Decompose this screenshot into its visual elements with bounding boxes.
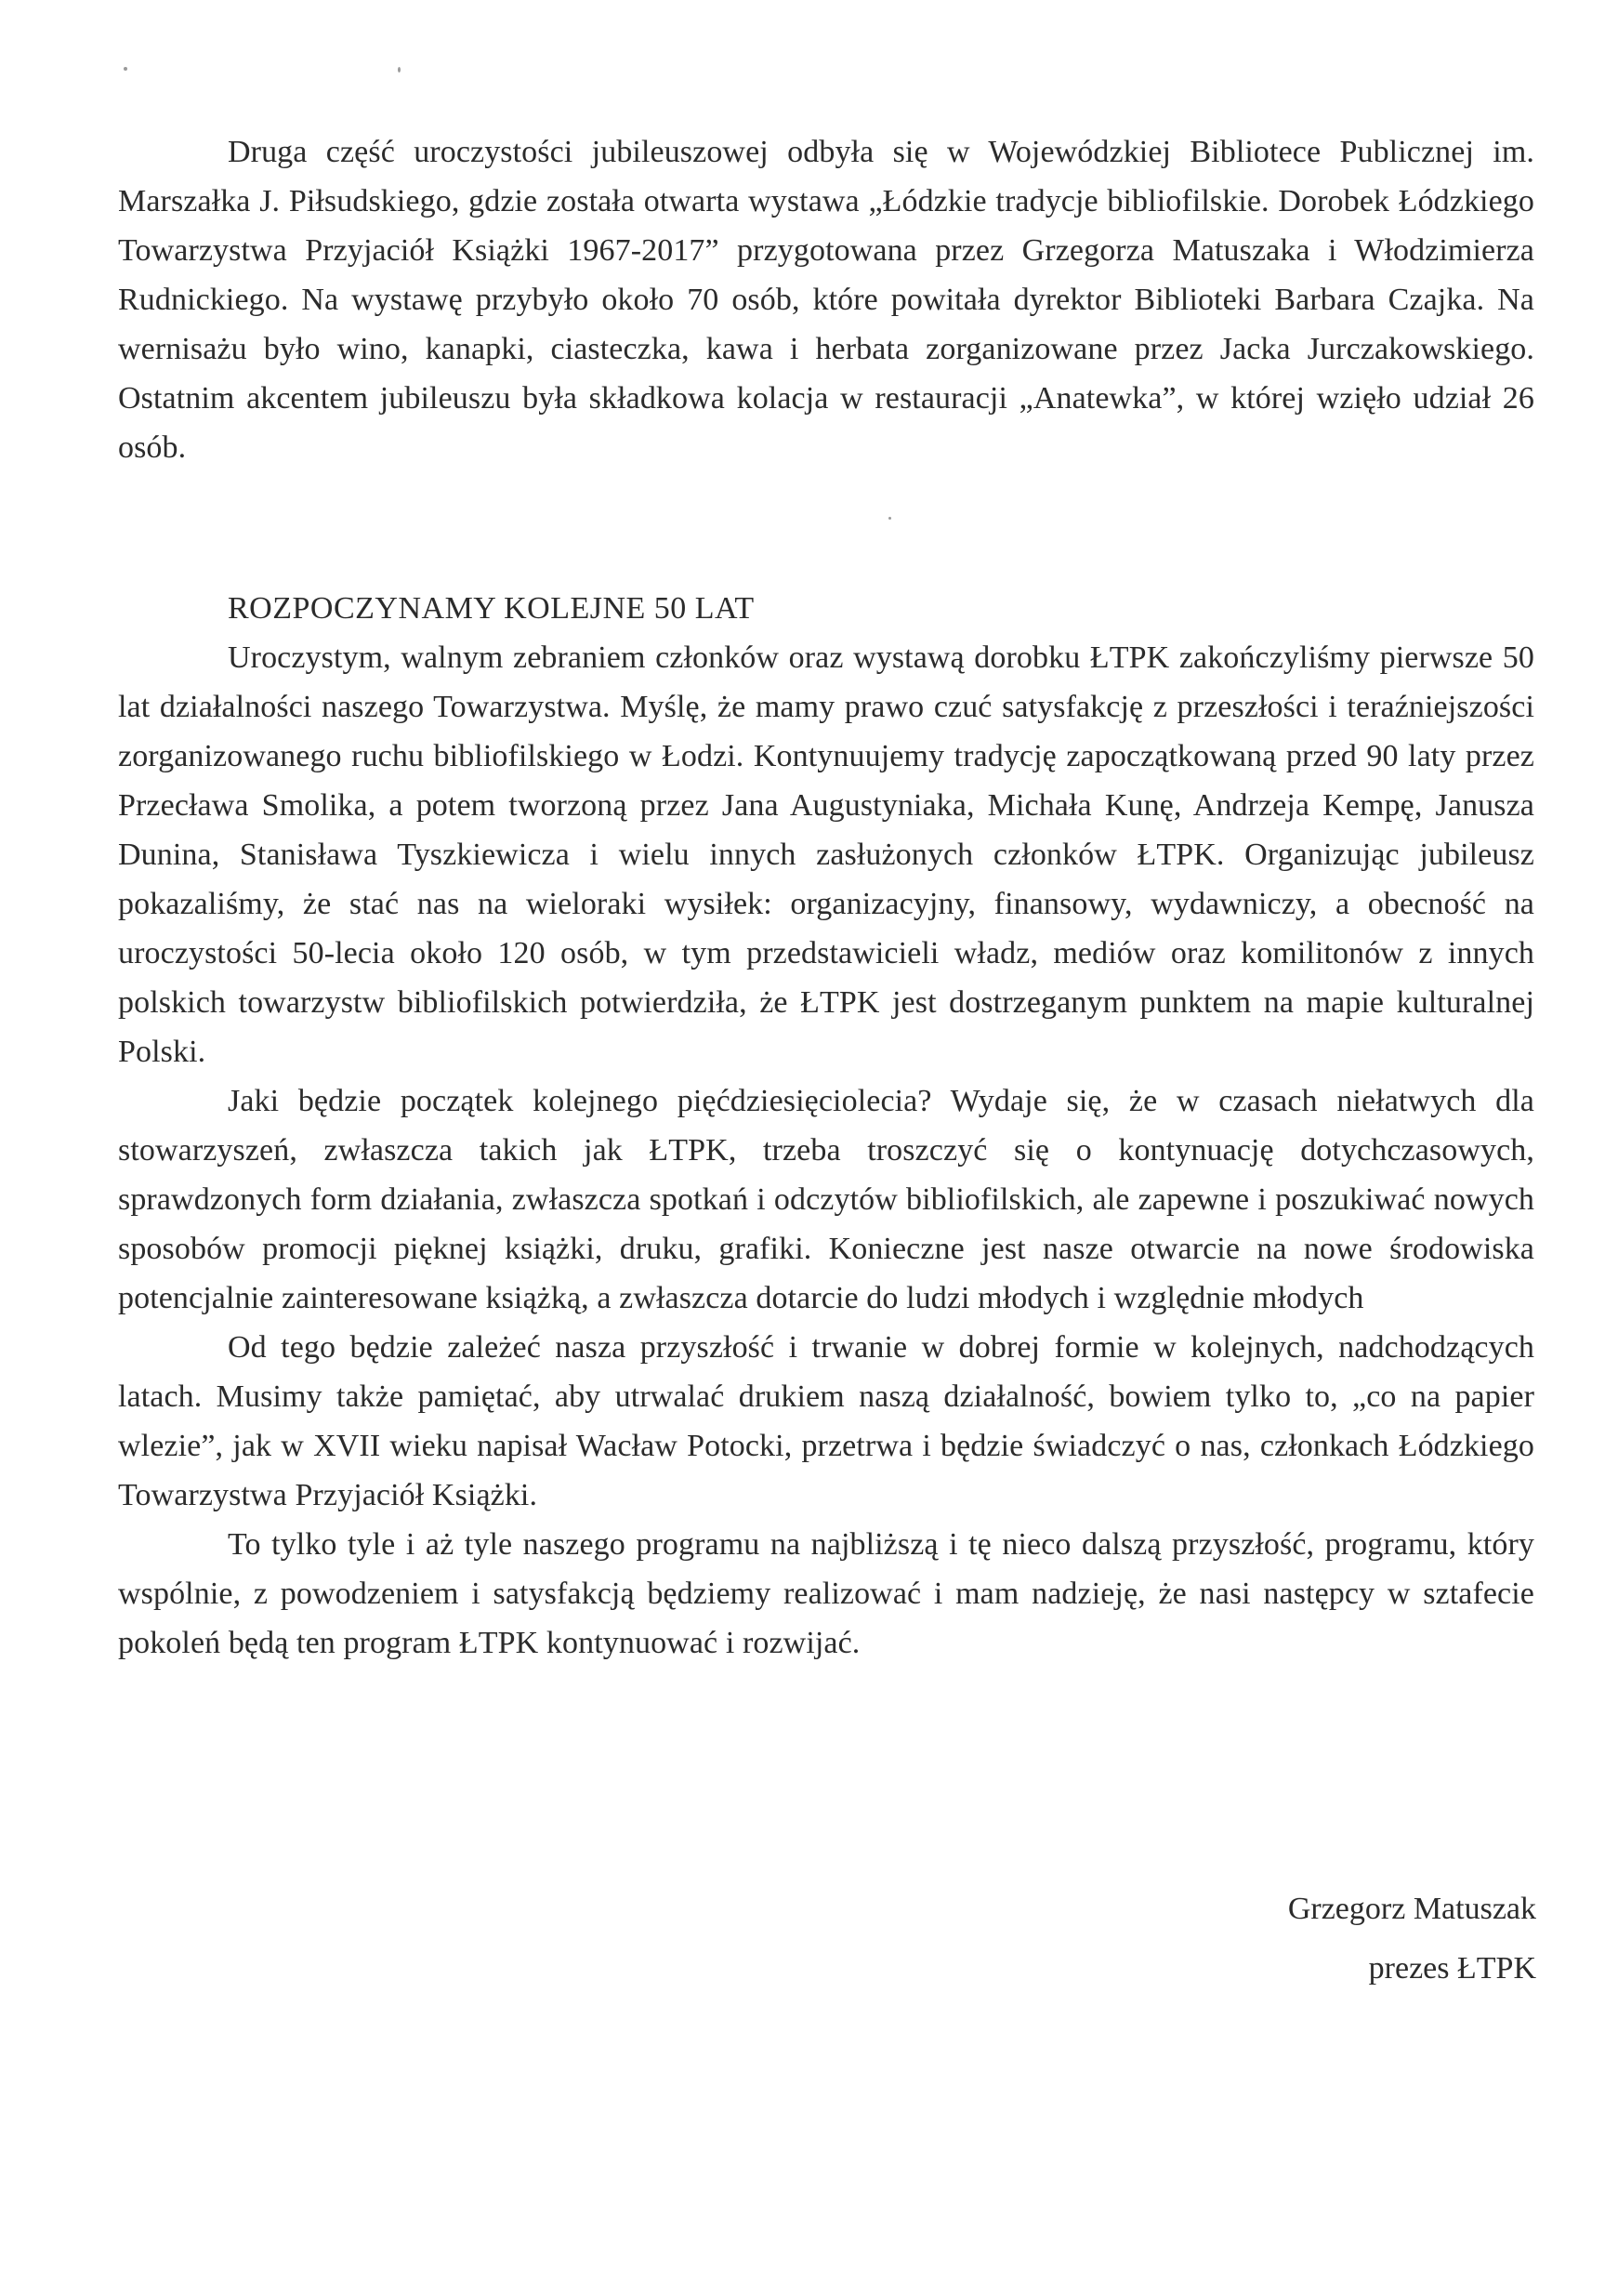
scan-speck: [398, 67, 401, 73]
signature-block: [1288, 1880, 1536, 1999]
section-heading: ROZPOCZYNAMY KOLEJNE 50 LAT: [228, 591, 755, 626]
paragraph-exhibition: Druga część uroczystości jubileuszowej odbyła się w Wojewódzkiej Bibliotece Publicznej im. Marszałka J. Piłsudskiego, gdzie została otwarta wystawa „Łódzkie tradycje bibliofilskie. Dorobek Łódzkiego Towarzystwa Przyjaciół Książki 1967-2017” przygotowana przez Grzegorza Matuszaka i Włodzimierza Rudnickiego. Na wystawę przybyło około 70 osób, które powitała dyrektor Biblioteki Barbara Czajka. Na wernisażu było wino, kanapki, ciasteczka, kawa i herbata zorganizowane przez Jacka Jurczakowskiego. Ostatnim akcentem jubileuszu była składkowa kolacja w restauracji „Anatewka”, w której wzięło udział 26 osób.: [118, 135, 1534, 465]
main-text-block: [118, 633, 1534, 1668]
scan-speck: [888, 517, 891, 520]
paragraph-program: To tylko tyle i aż tyle naszego programu na najbliższą i tę nieco dalszą przyszłość, programu, który wspólnie, z powodzeniem i satysfakcją będziemy realizować i mam nadzieję, że nasi następcy w sztafecie pokoleń będą ten program ŁTPK kontynuować i rozwijać.: [118, 1527, 1534, 1660]
paragraph-publishing: Od tego będzie zależeć nasza przyszłość i trwanie w dobrej formie w kolejnych, nadchodzących latach. Musimy także pamiętać, aby utrwalać drukiem naszą działalność, bowiem tylko to, „co na papier wlezie”, jak w XVII wieku napisał Wacław Potocki, przetrwa i będzie świadczyć o nas, członkach Łódzkiego Towarzystwa Przyjaciół Książki.: [118, 1330, 1534, 1512]
signature-name: Grzegorz Matuszak: [1287, 1892, 1536, 1926]
intro-text-block: [118, 127, 1534, 472]
paragraph-future: Jaki będzie początek kolejnego pięćdziesięciolecia? Wydaje się, że w czasach niełatwych dla stowarzyszeń, zwłaszcza takich jak ŁTPK, trzeba troszczyć się o kontynuację dotychczasowych, sprawdzonych form działania, zwłaszcza spotkań i odczytów bibliofilskich, ale zapewne i poszukiwać nowych sposobów promocji pięknej książki, druku, grafiki. Konieczne jest nasze otwarcie na nowe środowiska potencjalnie zainteresowane książką, a zwłaszcza dotarcie do ludzi młodych i względnie młodych: [118, 1084, 1534, 1315]
paragraph-summary: Uroczystym, walnym zebraniem członków oraz wystawą dorobku ŁTPK zakończyliśmy pierwsze 50 lat działalności naszego Towarzystwa. Myślę, że mamy prawo czuć satysfakcję z przeszłości i teraźniejszości zorganizowanego ruchu bibliofilskiego w Łodzi. Kontynuujemy tradycję zapoczątkowaną przed 90 laty przez Przecława Smolika, a potem tworzoną przez Jana Augustyniaka, Michała Kunę, Andrzeja Kempę, Janusza Dunina, Stanisława Tyszkiewicza i wielu innych zasłużonych członków ŁTPK. Organizując jubileusz pokazaliśmy, że stać nas na wieloraki wysiłek: organizacyjny, finansowy, wydawniczy, a obecność na uroczystości 50-lecia około 120 osób, w tym przedstawicieli władz, mediów oraz komilitonów z innych polskich towarzystw bibliofilskich potwierdziła, że ŁTPK jest dostrzeganym punktem na mapie kulturalnej Polski.: [118, 640, 1534, 1069]
scan-speck: [124, 67, 127, 71]
signature-role: prezes ŁTPK: [1368, 1951, 1536, 1986]
